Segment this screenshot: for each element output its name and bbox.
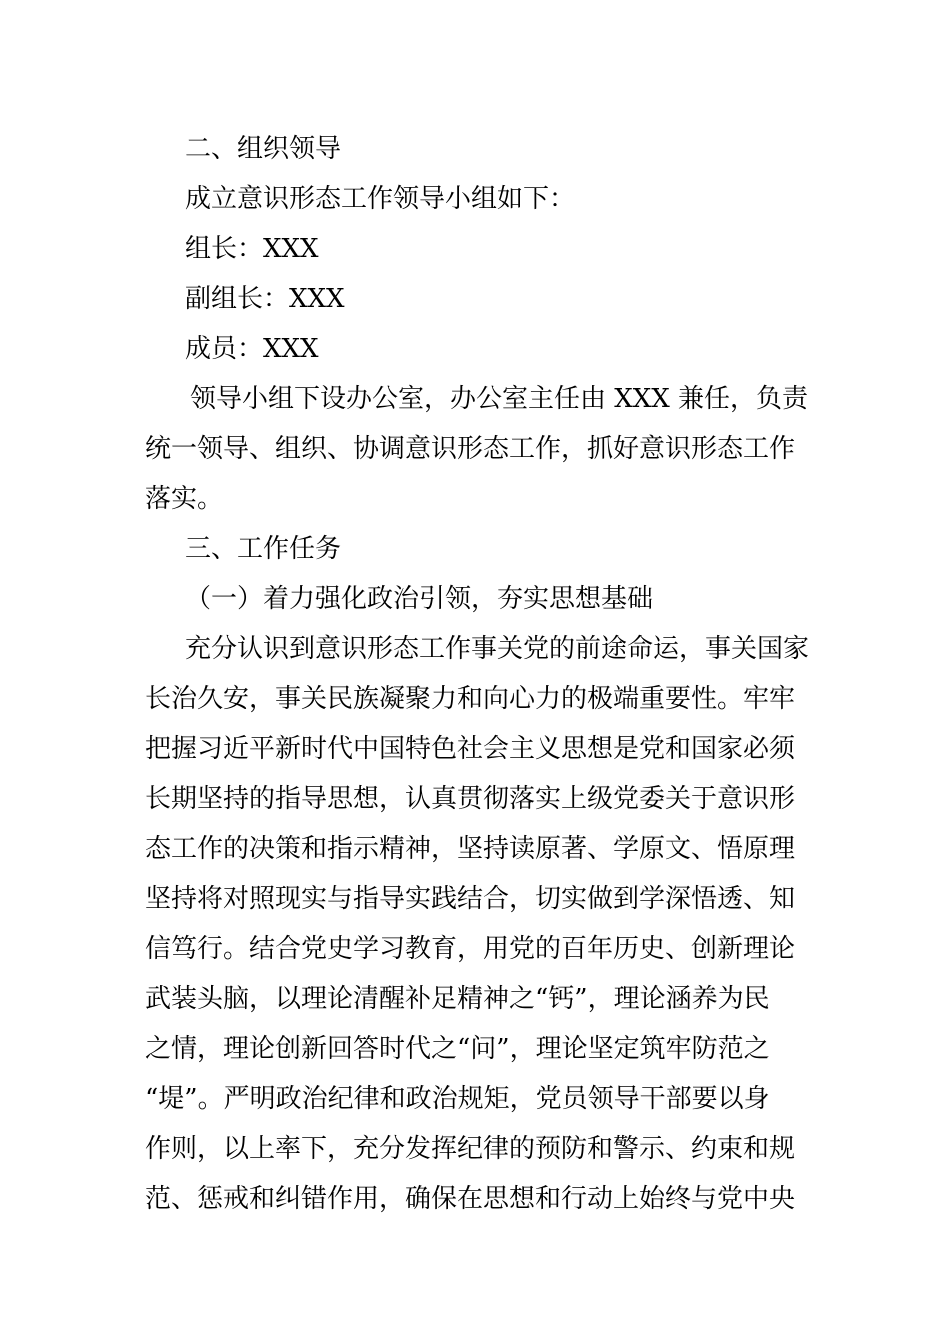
task-paragraph-line: 武装头脑，以理论清醒补足精神之“钙”，理论涵养为民 (145, 984, 770, 1014)
task-paragraph-line: 坚持将对照现实与指导实践结合，切实做到学深悟透、知 (145, 884, 796, 914)
section-3-heading: 三、工作任务 (185, 534, 342, 564)
task-paragraph-line: 范、惩戒和纠错作用，确保在思想和行动上始终与党中央 (145, 1184, 796, 1214)
section-2-intro: 成立意识形态工作领导小组如下： (185, 184, 576, 214)
office-paragraph-line: 统一领导、组织、协调意识形态工作，抓好意识形态工作 (145, 434, 796, 464)
task-paragraph-line: “堤”。严明政治纪律和政治规矩，党员领导干部要以身 (145, 1084, 770, 1114)
deputy-leader-line: 副组长：XXX (185, 284, 345, 314)
subsection-1-heading: （一）着力强化政治引领，夯实思想基础 (185, 584, 654, 614)
task-paragraph-line: 把握习近平新时代中国特色社会主义思想是党和国家必须 (145, 734, 796, 764)
task-paragraph-line: 充分认识到意识形态工作事关党的前途命运，事关国家 (185, 634, 810, 664)
task-paragraph-line: 态工作的决策和指示精神，坚持读原著、学原文、悟原理 (145, 834, 796, 864)
section-2-heading: 二、组织领导 (185, 134, 342, 164)
office-paragraph-line: 领导小组下设办公室，办公室主任由 XXX 兼任，负责 (190, 384, 809, 414)
office-paragraph-line: 落实。 (145, 484, 224, 514)
leader-line: 组长：XXX (185, 234, 319, 264)
member-line: 成员：XXX (185, 334, 319, 364)
task-paragraph-line: 信笃行。结合党史学习教育，用党的百年历史、创新理论 (145, 934, 796, 964)
task-paragraph-line: 作则，以上率下，充分发挥纪律的预防和警示、约束和规 (145, 1134, 796, 1164)
task-paragraph-line: 长期坚持的指导思想，认真贯彻落实上级党委关于意识形 (145, 784, 796, 814)
task-paragraph-line: 长治久安，事关民族凝聚力和向心力的极端重要性。牢牢 (145, 684, 796, 714)
task-paragraph-line: 之情，理论创新回答时代之“问”，理论坚定筑牢防范之 (145, 1034, 770, 1064)
